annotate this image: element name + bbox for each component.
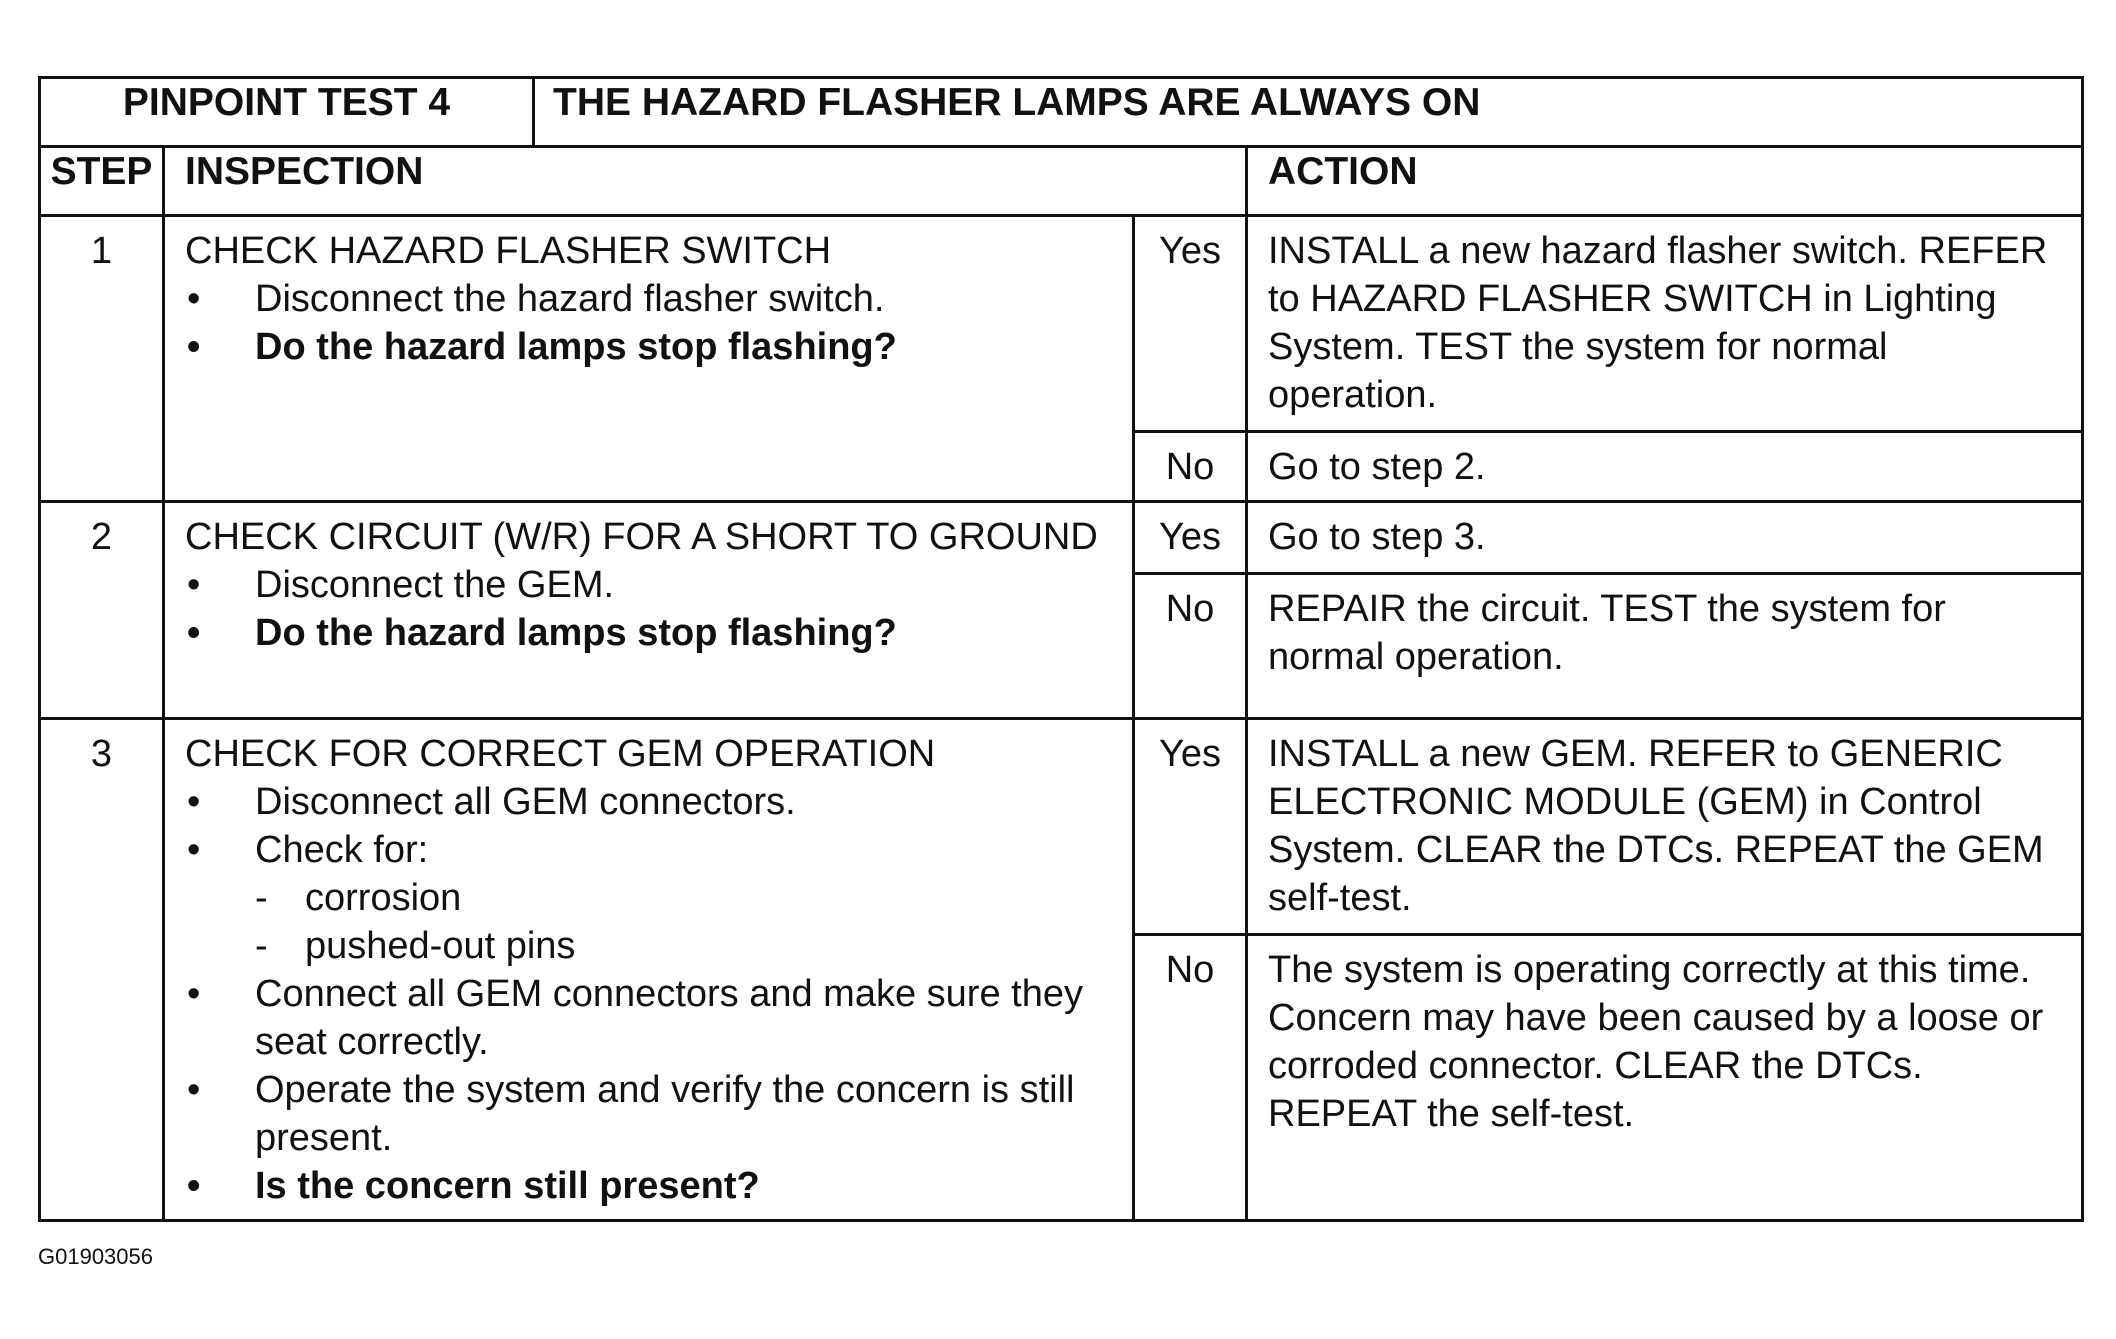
dash-icon: - bbox=[255, 925, 268, 967]
inspection-item: • Operate the system and verify the concern is still present. bbox=[185, 1066, 1112, 1162]
inspection-question: • Do the hazard lamps stop flashing? bbox=[185, 609, 1112, 657]
bullet-icon: • bbox=[187, 564, 201, 606]
test-title: THE HAZARD FLASHER LAMPS ARE ALWAYS ON bbox=[534, 78, 2083, 147]
yes-label: Yes bbox=[1134, 216, 1247, 432]
step-inspection bbox=[164, 502, 1134, 719]
column-header-step: STEP bbox=[40, 147, 164, 216]
inspection-list bbox=[185, 275, 1112, 371]
dash-icon: - bbox=[255, 877, 268, 919]
bullet-icon: • bbox=[187, 1069, 201, 1111]
yes-label: Yes bbox=[1134, 719, 1247, 935]
no-action: Go to step 2. bbox=[1247, 432, 2083, 502]
bullet-icon: • bbox=[187, 326, 201, 368]
pinpoint-test-sheet bbox=[38, 76, 2081, 1221]
step-inspection bbox=[164, 216, 1134, 502]
inspection-question: • Do the hazard lamps stop flashing? bbox=[185, 323, 1112, 371]
sub-item: - corrosion bbox=[255, 874, 1112, 922]
no-label: No bbox=[1134, 935, 1247, 1221]
step-1-yes-row bbox=[40, 216, 2083, 432]
bullet-icon: • bbox=[187, 973, 201, 1015]
bullet-icon: • bbox=[187, 781, 201, 823]
yes-label: Yes bbox=[1134, 502, 1247, 574]
column-header-inspection: INSPECTION bbox=[164, 147, 1247, 216]
no-label: No bbox=[1134, 574, 1247, 719]
bullet-icon: • bbox=[187, 278, 201, 320]
step-inspection bbox=[164, 719, 1134, 1221]
inspection-question: • Is the concern still present? bbox=[185, 1162, 1112, 1210]
column-header-action: ACTION bbox=[1247, 147, 2083, 216]
inspection-item: • Disconnect the GEM. bbox=[185, 561, 1112, 609]
test-label: PINPOINT TEST 4 bbox=[40, 78, 534, 147]
no-action: REPAIR the circuit. TEST the system for normal operation. bbox=[1247, 574, 2083, 719]
inspection-item: • Disconnect the hazard flasher switch. bbox=[185, 275, 1112, 323]
bullet-icon: • bbox=[187, 612, 201, 654]
yes-action: INSTALL a new GEM. REFER to GENERIC ELECTRONIC MODULE (GEM) in Control System. CLEAR the DTCs. REPEAT the GEM self-test. bbox=[1247, 719, 2083, 935]
sub-item: - pushed-out pins bbox=[255, 922, 1112, 970]
inspection-item: • Disconnect all GEM connectors. bbox=[185, 778, 1112, 826]
step-number: 1 bbox=[40, 216, 164, 502]
bullet-icon: • bbox=[187, 1165, 201, 1207]
no-label: No bbox=[1134, 432, 1247, 502]
title-row bbox=[40, 78, 2083, 147]
step-3-yes-row bbox=[40, 719, 2083, 935]
step-number: 3 bbox=[40, 719, 164, 1221]
step-number: 2 bbox=[40, 502, 164, 719]
column-header-row bbox=[40, 147, 2083, 216]
figure-id: G01903056 bbox=[38, 1244, 153, 1269]
inspection-list bbox=[185, 778, 1112, 1210]
yes-action: Go to step 3. bbox=[1247, 502, 2083, 574]
no-action: The system is operating correctly at this time. Concern may have been caused by a loose or corroded connector. CLEAR the DTCs. REPEAT the self-test. bbox=[1247, 935, 2083, 1221]
yes-action: INSTALL a new hazard flasher switch. REFER to HAZARD FLASHER SWITCH in Lighting System. TEST the system for normal operation. bbox=[1247, 216, 2083, 432]
inspection-item: • Connect all GEM connectors and make sure they seat correctly. bbox=[185, 970, 1112, 1066]
inspection-item: • Check for: - corrosion - pushed-out pins bbox=[185, 826, 1112, 970]
inspection-list bbox=[185, 561, 1112, 657]
check-for-sublist bbox=[255, 874, 1112, 970]
step-title: CHECK CIRCUIT (W/R) FOR A SHORT TO GROUND bbox=[185, 516, 1098, 558]
pinpoint-test-table bbox=[38, 76, 2084, 1222]
bullet-icon: • bbox=[187, 829, 201, 871]
step-title: CHECK FOR CORRECT GEM OPERATION bbox=[185, 733, 936, 775]
step-title: CHECK HAZARD FLASHER SWITCH bbox=[185, 230, 832, 272]
step-2-yes-row bbox=[40, 502, 2083, 574]
